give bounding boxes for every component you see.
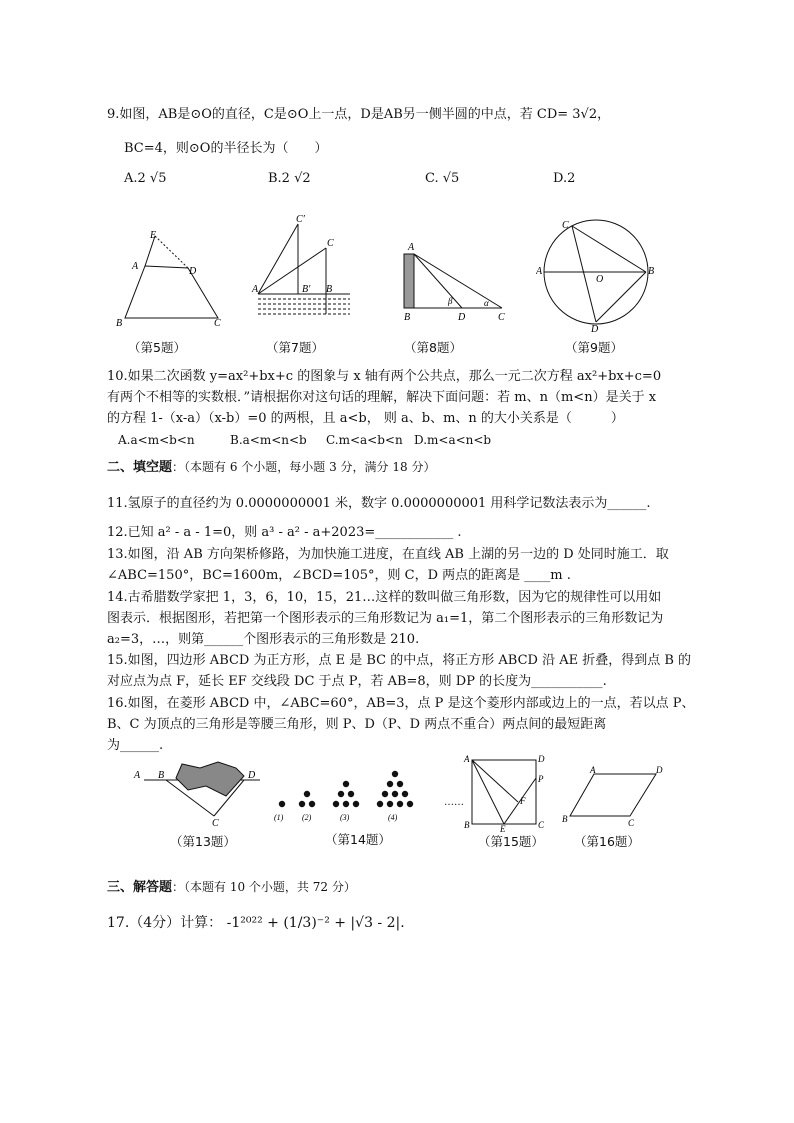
section2-heading bbox=[107, 456, 435, 479]
svg-text:β: β bbox=[448, 296, 453, 306]
section3-heading bbox=[107, 876, 356, 899]
figure-7 bbox=[250, 210, 360, 328]
fig14-ellipsis: …… bbox=[444, 797, 464, 808]
caption-fig13: （第13题） bbox=[170, 834, 236, 849]
svg-text:C: C bbox=[628, 818, 635, 826]
svg-text:B: B bbox=[116, 318, 123, 329]
section3-note: ：（本题有 10 个小题，共 72 分） bbox=[172, 880, 356, 894]
fig14-label-1: (1) bbox=[274, 813, 284, 822]
q9-line1: 9.如图，AB是⊙O的直径，C是⊙O上一点，D是AB另一侧半圆的中点，若 CD= 3√2， bbox=[107, 107, 611, 122]
svg-text:E: E bbox=[500, 824, 506, 832]
caption-fig15: （第15题） bbox=[478, 834, 544, 849]
figure-13 bbox=[128, 758, 268, 826]
section2-title: 二、填空题 bbox=[107, 460, 173, 475]
svg-text:A: A bbox=[134, 770, 141, 781]
caption-fig9: （第9题） bbox=[565, 340, 623, 355]
svg-text:O: O bbox=[596, 274, 604, 285]
fig14-label-3: (3) bbox=[340, 813, 350, 822]
q10-option-c: C.m<a<b<n bbox=[326, 433, 403, 447]
svg-text:A: A bbox=[132, 261, 139, 272]
svg-text:D: D bbox=[458, 312, 466, 323]
svg-text:α: α bbox=[484, 298, 489, 308]
q15-line2: 对应点为点 F，延长 EF 交线段 DC 于点 P，若 AB=8，则 DP 的长度为___________. bbox=[107, 674, 607, 689]
q10-line1: 10.如果二次函数 y=ax²+bx+c 的图象与 x 轴有两个公共点，那么一元二次方程 ax²+bx+c=0 bbox=[107, 369, 662, 384]
svg-text:E: E bbox=[150, 230, 157, 241]
svg-text:C′: C′ bbox=[296, 214, 305, 225]
svg-text:D: D bbox=[591, 324, 599, 332]
q13-line1: 13.如图，沿 AB 方向架桥修路，为加快施工进度，在直线 AB 上湖的另一边的 D 处同时施工．取 bbox=[107, 547, 669, 562]
q10-line3: 的方程 1-（x-a）（x-b）=0 的两根，且 a<b， 则 a、b、m、n 的大小关系是（ ） bbox=[107, 411, 624, 426]
svg-text:C: C bbox=[562, 220, 569, 231]
svg-text:C: C bbox=[498, 312, 505, 323]
section2-note: ：（本题有 6 个小题，每小题 3 分，满分 18 分） bbox=[172, 460, 436, 474]
q10-line2: 有两个不相等的实数根．”请根据你对这句话的理解，解决下面问题：若 m、n（m<n）是关于 x bbox=[107, 390, 657, 405]
svg-text:B: B bbox=[562, 814, 568, 824]
figure-15 bbox=[460, 752, 550, 832]
svg-text:B: B bbox=[158, 770, 165, 781]
figure-5 bbox=[108, 222, 238, 332]
svg-text:B: B bbox=[404, 312, 411, 323]
q14-line3: a₂=3，…，则第______个图形表示的三角形数是 210. bbox=[107, 632, 420, 647]
q10-option-a: A.a<m<b<n bbox=[118, 433, 195, 447]
svg-text:A: A bbox=[408, 242, 415, 253]
svg-text:C: C bbox=[327, 238, 334, 249]
figure-9 bbox=[536, 216, 660, 332]
svg-text:D: D bbox=[656, 765, 663, 775]
svg-text:D: D bbox=[538, 754, 545, 764]
q11-text: 11.氢原子的直径约为 0.0000000001 米，数字 0.0000000001 用科学记数法表示为______. bbox=[107, 496, 651, 511]
fig14-label-2: (2) bbox=[302, 813, 312, 822]
figure-14 bbox=[270, 762, 434, 824]
caption-fig5: （第5题） bbox=[128, 340, 186, 355]
svg-text:F: F bbox=[520, 796, 526, 806]
svg-text:A: A bbox=[252, 284, 259, 295]
q9-line2: BC=4，则⊙O的半径长为（ ） bbox=[124, 141, 328, 156]
q9-option-c: C. √5 bbox=[425, 171, 460, 186]
svg-text:A: A bbox=[464, 754, 470, 764]
q9-option-b: B.2 √2 bbox=[268, 171, 311, 186]
q16-line2: B、C 为顶点的三角形是等腰三角形，则 P、D（P、D 两点不重合）两点间的最短距离 bbox=[107, 717, 607, 732]
q12-text: 12.已知 a² - a - 1=0，则 a³ - a² - a+2023=____________ . bbox=[107, 525, 462, 540]
svg-text:B: B bbox=[648, 266, 655, 277]
q13-line2: ∠ABC=150°，BC=1600m，∠BCD=105°，则 C，D 两点的距离是 ____m . bbox=[107, 568, 571, 583]
svg-text:P: P bbox=[538, 774, 544, 784]
svg-text:C: C bbox=[212, 818, 219, 826]
svg-text:A: A bbox=[590, 765, 596, 775]
svg-text:C: C bbox=[538, 820, 545, 830]
svg-text:D: D bbox=[189, 266, 197, 277]
q17 bbox=[107, 912, 405, 934]
q10-option-b: B.a<m<n<b bbox=[230, 433, 307, 447]
q14-line2: 图表示．根据图形，若把第一个图形表示的三角形数记为 a₁=1，第二个图形表示的三角形数记为 bbox=[107, 611, 664, 626]
q9-option-d: D.2 bbox=[553, 171, 576, 186]
svg-text:A: A bbox=[536, 266, 543, 277]
q14-line1: 14.古希腊数学家把 1，3，6，10，15，21…这样的数叫做三角形数，因为它的规律性可以用如 bbox=[107, 590, 662, 605]
caption-fig7: （第7题） bbox=[266, 340, 324, 355]
svg-text:B′: B′ bbox=[302, 284, 311, 295]
svg-text:B: B bbox=[464, 820, 470, 830]
q10-option-d: D.m<a<n<b bbox=[414, 433, 492, 447]
caption-fig8: （第8题） bbox=[404, 340, 462, 355]
svg-text:B: B bbox=[326, 284, 333, 295]
q9-option-a: A.2 √5 bbox=[124, 171, 167, 186]
q16-line3: 为______. bbox=[107, 738, 164, 753]
caption-fig14: （第14题） bbox=[325, 832, 391, 847]
fig14-label-4: (4) bbox=[388, 813, 398, 822]
q17-prefix: 17.（4分）计算： bbox=[107, 915, 223, 931]
q16-line1: 16.如图，在菱形 ABCD 中，∠ABC=60°，AB=3，点 P 是这个菱形内部或边上的一点，若以点 P、 bbox=[107, 696, 695, 711]
figure-8 bbox=[400, 236, 510, 326]
q15-line1: 15.如图，四边形 ABCD 为正方形，点 E 是 BC 的中点，将正方形 ABCD 沿 AE 折叠，得到点 B 的 bbox=[107, 653, 692, 668]
svg-text:D: D bbox=[248, 770, 256, 781]
q17-expression: -1²⁰²² + (1/3)⁻² + |√3 - 2|. bbox=[226, 915, 405, 931]
section3-title: 三、解答题 bbox=[107, 880, 173, 895]
figure-16 bbox=[560, 764, 664, 826]
svg-text:C: C bbox=[214, 318, 221, 329]
caption-fig16: （第16题） bbox=[574, 834, 640, 849]
